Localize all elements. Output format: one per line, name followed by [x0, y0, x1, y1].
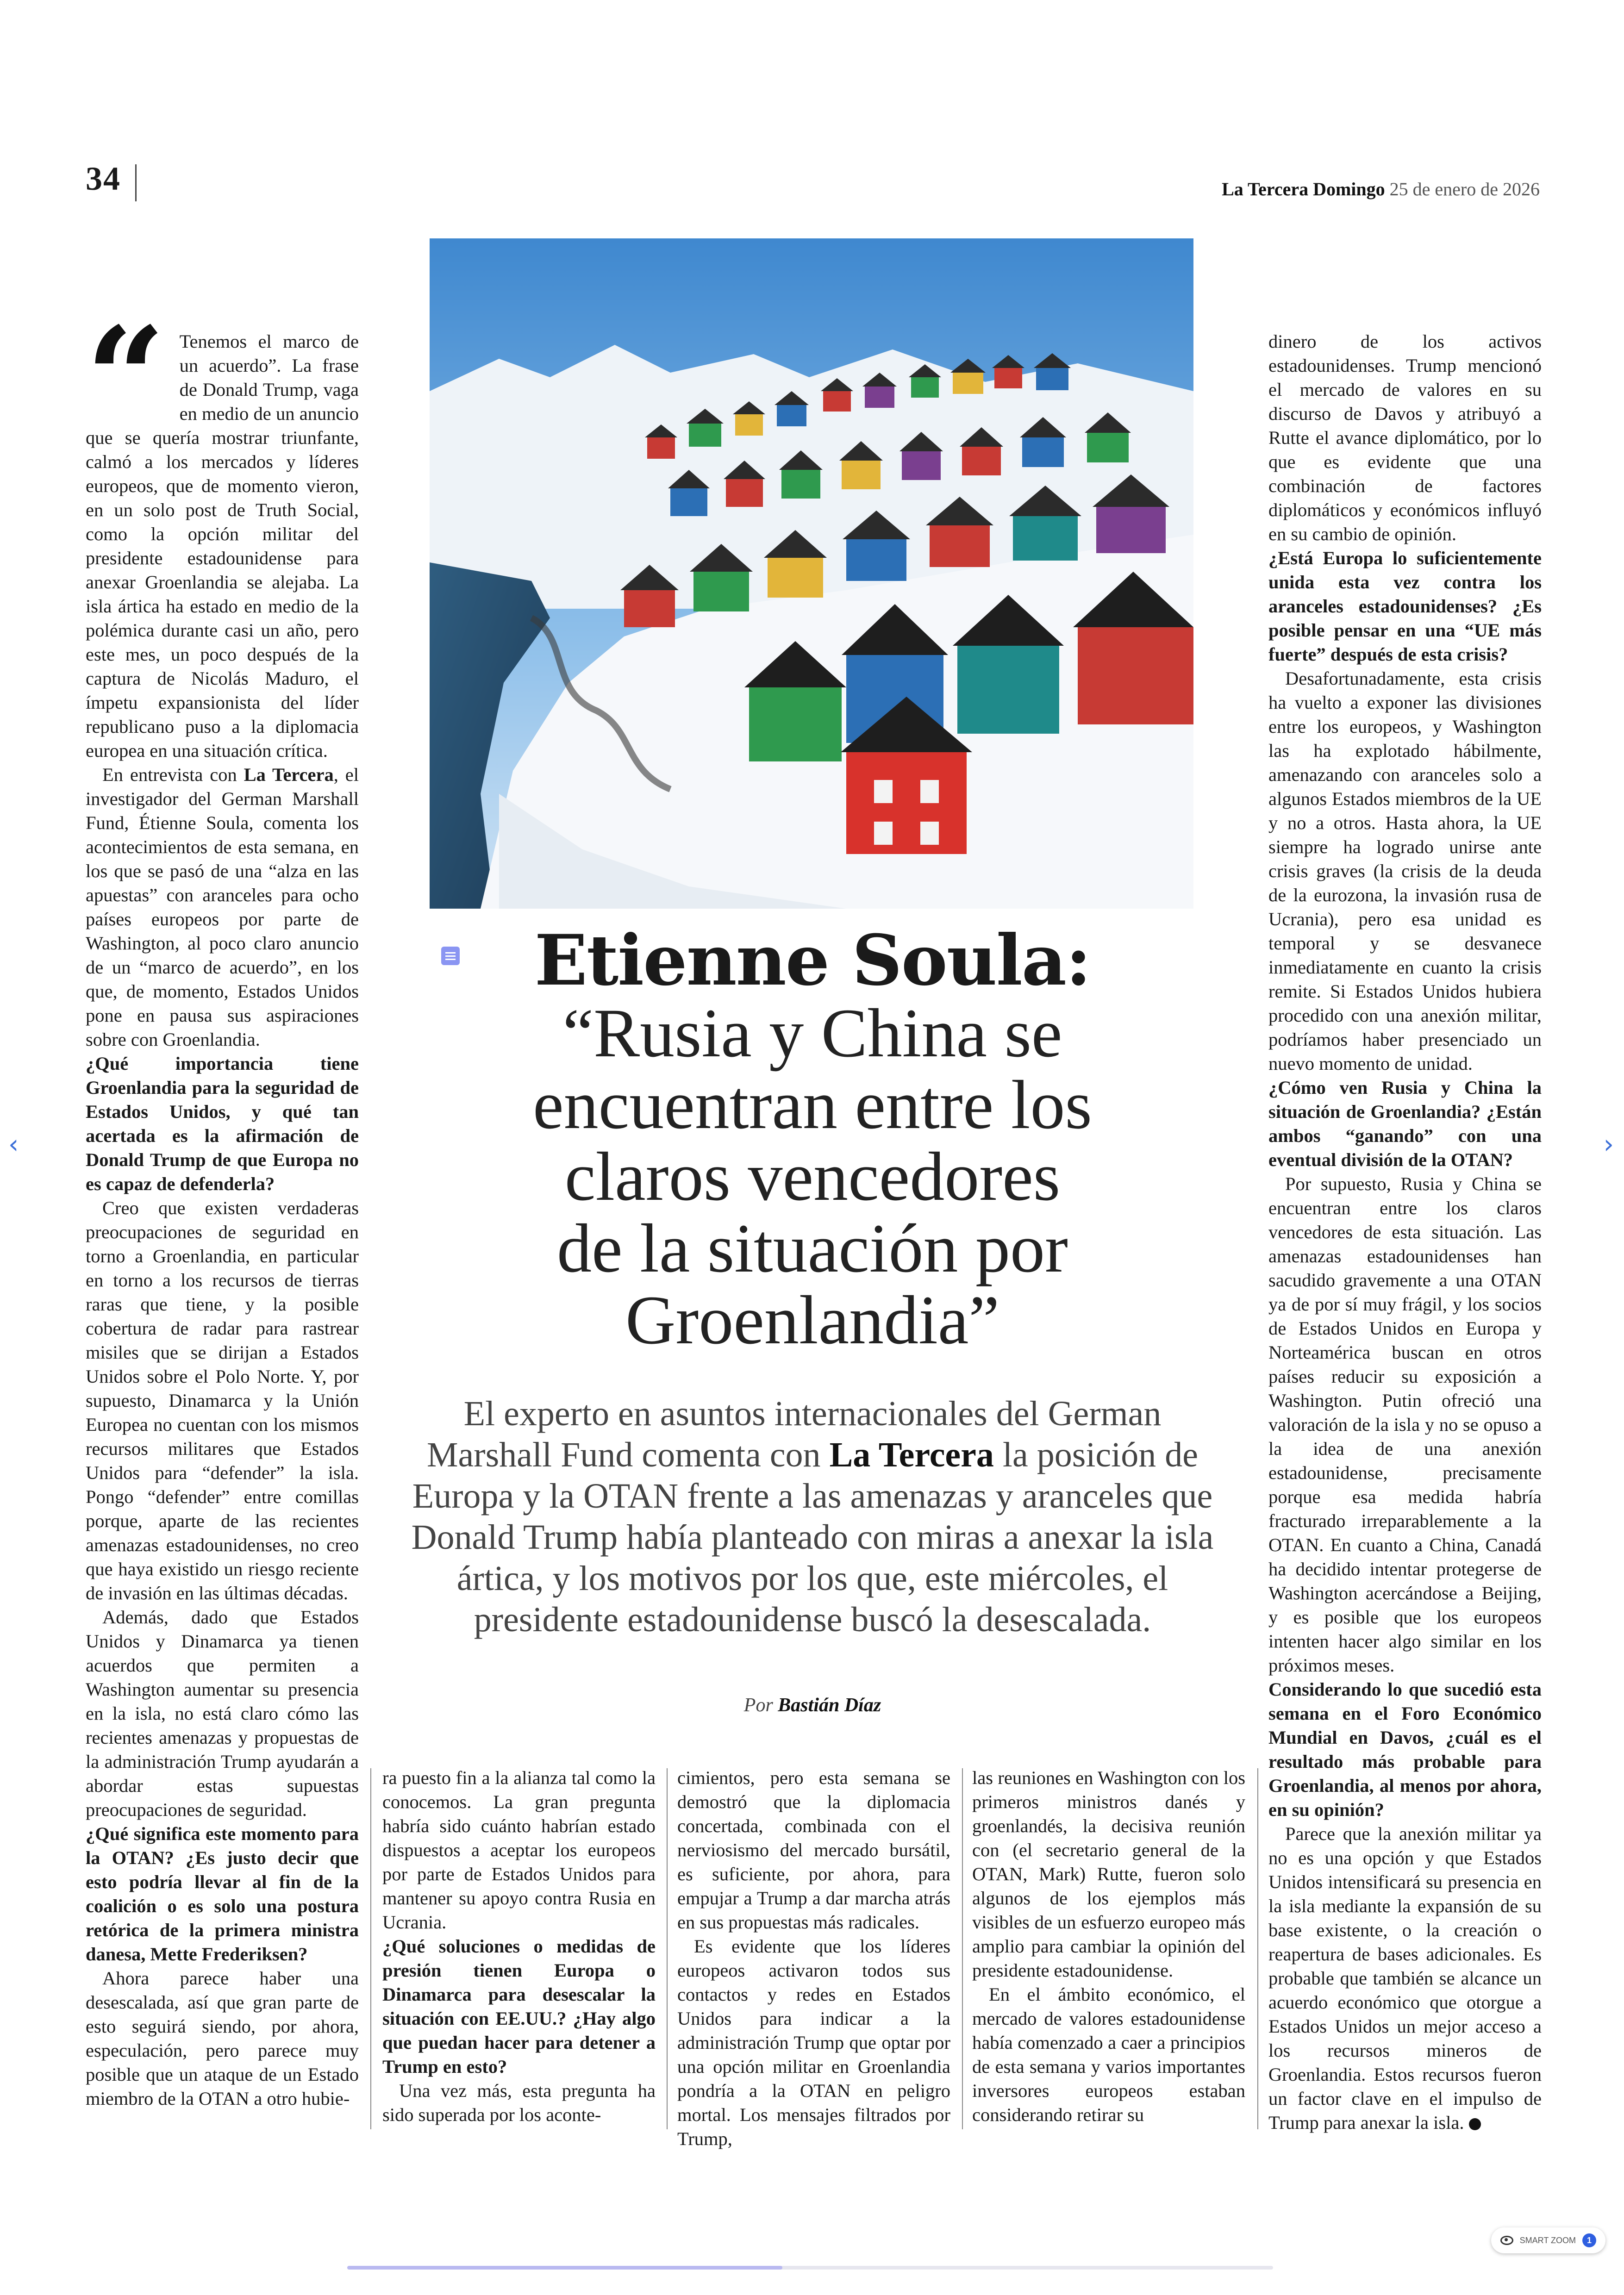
article-column-1: [86, 296, 359, 2111]
page-header: [1222, 178, 1540, 200]
brand-mention: La Tercera: [829, 1435, 994, 1474]
interview-question: ¿Qué soluciones o medidas de presión tienen Europa o Dinamarca para desescalar la situación con EE.UU.? ¿Hay algo que puedan hacer para detener a Trump en esto?: [382, 1936, 656, 2077]
article-photo: [430, 238, 1193, 909]
page-number: 34: [86, 160, 121, 197]
headline-quote-line: de la situación por: [557, 1210, 1068, 1287]
next-page-arrow-icon[interactable]: ›: [1603, 1129, 1614, 1160]
smart-zoom-badge: 1: [1582, 2233, 1596, 2247]
paragraph: Tenemos el marco de un acuerdo”. La frase de Donald Trump, vaga en medio de un anuncio que se quería mostrar triunfante, calmó a los mercados y líderes europeos, que de momento vieron, en un solo post de Truth Social, como la opción militar del presidente estadounidense para anexar Groenlandia se alejaba. La isla ártica ha estado en medio de la polémica durante casi un año, pero este mes, un poco después de la captura de Nicolás Maduro, el ímpetu expansionista del líder republicano puso a la diplomacia europea en una situación crítica.: [86, 331, 359, 761]
paragraph: Parece que la anexión militar ya no es una opción y que Estados Unidos intensificará su presencia en la isla mediante la expansión de su base existente, o la creación o reapertura de bases adicionales. Es probable que también se alcance un acuerdo económico que otorgue a Estados Unidos un mejor acceso a los recursos mineros de Groenlandia. Estos recursos fueron un factor clave en el impulso de Trump para anexar la isla.: [1268, 1823, 1542, 2133]
publication-name: La Tercera Domingo: [1222, 179, 1385, 200]
previous-page-arrow-icon[interactable]: ‹: [8, 1129, 19, 1160]
paragraph: Además, dado que Estados Unidos y Dinamarca ya tienen acuerdos que permiten a Washington aumentar su presencia en la isla, no está claro cómo las recientes amenazas y propuestas de la administración Trump ayudarán a abordar estas supuestas preocupaciones de seguridad.: [86, 1607, 359, 1820]
paragraph: dinero de los activos estadounidenses. Trump mencionó el mercado de valores en su discurso de Davos y atribuyó a Rutte el avance diplomático, por lo que es evidente que una combinación de factores diplomáticos y económicos influyó en su cambio de opinión.: [1268, 331, 1542, 544]
headline: [431, 920, 1194, 1359]
column-rule: [667, 1768, 668, 2129]
paragraph: Creo que existen verdaderas preocupaciones de seguridad en torno a Groenlandia, en particular en torno a los recursos de tierras raras que tiene, y la posible cobertura de radar para rastrear misiles que se dirijan a Estados Unidos sobre el Polo Norte. Y, por supuesto, Dinamarca y la Unión Europea no cuentan con los mismos recursos militares que Estados Unidos para “defender” la isla. Pongo “defender” entre comillas porque, aparte de las recientes amenazas estadounidenses, no creo que haya existido un riesgo reciente de invasión en las últimas décadas.: [86, 1197, 359, 1603]
publication-date: 25 de enero de 2026: [1389, 179, 1540, 200]
article-column-2: [382, 1766, 656, 2127]
interview-question: ¿Qué significa este momento para la OTAN? ¿Es justo decir que esto podría llevar al fin de la coalición o es solo una postura retórica de la primera ministra danesa, Mette Frederiksen?: [86, 1823, 359, 1964]
headline-name: Etienne Soula:: [534, 920, 1091, 1001]
article-dek: El experto en asuntos internacionales del German Marshall Fund comenta con La Tercera la posición de Europa y la OTAN frente a las amenazas y aranceles que Donald Trump había planteado con miras a anexar la isla ártica, y los motivos por los que, este miércoles, el presidente estadounidense buscó la desescalada.: [411, 1394, 1214, 1639]
end-of-article-icon: [1469, 2118, 1481, 2130]
byline: Por Bastián Díaz: [743, 1695, 881, 1716]
smart-zoom-label: SMART ZOOM: [1519, 2235, 1576, 2245]
page-scrollbar-thumb[interactable]: [347, 2266, 782, 2270]
header-divider: [135, 164, 137, 201]
paragraph: En entrevista con La Tercera, el investigador del German Marshall Fund, Étienne Soula, comenta los acontecimientos de esta semana, en los que se pasó de una “alza en las apuestas” con aranceles para ocho países europeos por parte de Washington, al poco claro anuncio de un “marco de acuerdo”, en los que, de momento, Estados Unidos pone en pausa sus aspiraciones sobre con Groenlandia.: [86, 764, 359, 1050]
paragraph: Desafortunadamente, esta crisis ha vuelto a exponer las divisiones entre los europeos, y Washington las ha explotado hábilmente, amenazando con aranceles solo a algunos Estados miembros de la UE y no a otros. Hasta ahora, la UE siempre ha logrado unirse ante crisis graves (la crisis de la deuda de la eurozona, la invasión rusa de Ucrania), pero esa unidad es temporal y se desvanece inmediatamente en cuanto la crisis remite. Si Estados Unidos hubiera procedido con una anexión militar, podríamos haber presenciado un nuevo momento de unidad.: [1268, 668, 1542, 1074]
brand-mention: La Tercera: [244, 764, 334, 785]
interview-question: ¿Cómo ven Rusia y China la situación de Groenlandia? ¿Están ambos “ganando” con una eventual división de la OTAN?: [1268, 1077, 1542, 1170]
interview-question: ¿Qué importancia tiene Groenlandia para la seguridad de Estados Unidos, y qué tan acertada es la afirmación de Donald Trump de que Europa no es capaz de defenderla?: [86, 1053, 359, 1194]
eye-icon: [1500, 2236, 1513, 2245]
article-column-5: [1268, 330, 1542, 2135]
headline-quote-line: Groenlandia”: [625, 1282, 999, 1359]
article-column-3: [677, 1766, 950, 2151]
paragraph: cimientos, pero esta semana se demostró que la diplomacia concertada, combinada con el nerviosismo del mercado bursátil, es suficiente, por ahora, para empujar a Trump a dar marcha atrás en sus propuestas más radicales.: [677, 1767, 950, 1933]
paragraph: Una vez más, esta pregunta ha sido superada por los aconte-: [382, 2080, 656, 2125]
paragraph: las reuniones en Washington con los primeros ministros danés y groenlandés, la decisiva reunión con (el secretario general de la OTAN, Mark) Rutte, fueron solo algunos de los ejemplos más visibles de un esfuerzo europeo más amplio para cambiar la opinión del presidente estadounidense.: [972, 1767, 1245, 1981]
paragraph: En el ámbito económico, el mercado de valores estadounidense había comenzado a caer a principios de esta semana y varios importantes inversores europeos estaban considerando retirar su: [972, 1984, 1245, 2125]
interview-question: Considerando lo que sucedió esta semana en el Foro Económico Mundial en Davos, ¿cuál es el resultado más probable para Groenlandia, al menos por ahora, en su opinión?: [1268, 1679, 1542, 1820]
headline-quote-line: claros vencedores: [564, 1138, 1061, 1215]
opening-quote-mark: “: [86, 296, 166, 460]
paragraph: Por supuesto, Rusia y China se encuentran entre los claros vencedores de esta situación. Las amenazas estadounidenses han sacudido gravemente a una OTAN ya de por sí muy frágil, y los socios de Estados Unidos en Europa y Norteamérica buscan en otros países reducir su exposición a Washington. Putin ofreció una valoración de la isla y no se opuso a la idea de una anexión estadounidense, precisamente porque esa medida habría fracturado irreparablemente a la OTAN. En cuanto a China, Canadá ha decidido intentar protegerse de Washington acercándose a Beijing, y es posible que los europeos intenten hacer algo similar en los próximos meses.: [1268, 1173, 1542, 1676]
greenland-village-illustration: [430, 238, 1193, 909]
interview-question: ¿Está Europa lo suficientemente unida esta vez contra los aranceles estadounidenses? ¿Es posible pensar en una “UE más fuerte” después de esta crisis?: [1268, 548, 1542, 665]
paragraph: Es evidente que los líderes europeos activaron todos sus contactos y redes en Estados Unidos para indicar a la administración Trump que optar por una opción militar en Groenlandia pondría a la OTAN en peligro mortal. Los mensajes filtrados por Trump,: [677, 1936, 950, 2149]
paragraph: Ahora parece haber una desescalada, así que gran parte de esto seguirá siendo, por ahora, especulación, pero parece muy posible que un ataque de un Estado miembro de la OTAN a otro hubie-: [86, 1968, 359, 2109]
headline-quote-line: encuentran entre los: [533, 1066, 1092, 1143]
paragraph: ra puesto fin a la alianza tal como la conocemos. La gran pregunta habría sido cuánto habrían estado dispuestos a aceptar los europeos por parte de Estados Unidos para mantener su apoyo contra Rusia en Ucrania.: [382, 1767, 656, 1933]
column-rule: [1257, 1768, 1258, 2129]
smart-zoom-button[interactable]: [1491, 2227, 1605, 2253]
headline-quote-line: “Rusia y China se: [562, 995, 1062, 1072]
article-column-4: [972, 1766, 1245, 2127]
column-rule: [962, 1768, 963, 2129]
author-name: Bastián Díaz: [778, 1695, 881, 1716]
column-rule: [370, 1768, 371, 2129]
